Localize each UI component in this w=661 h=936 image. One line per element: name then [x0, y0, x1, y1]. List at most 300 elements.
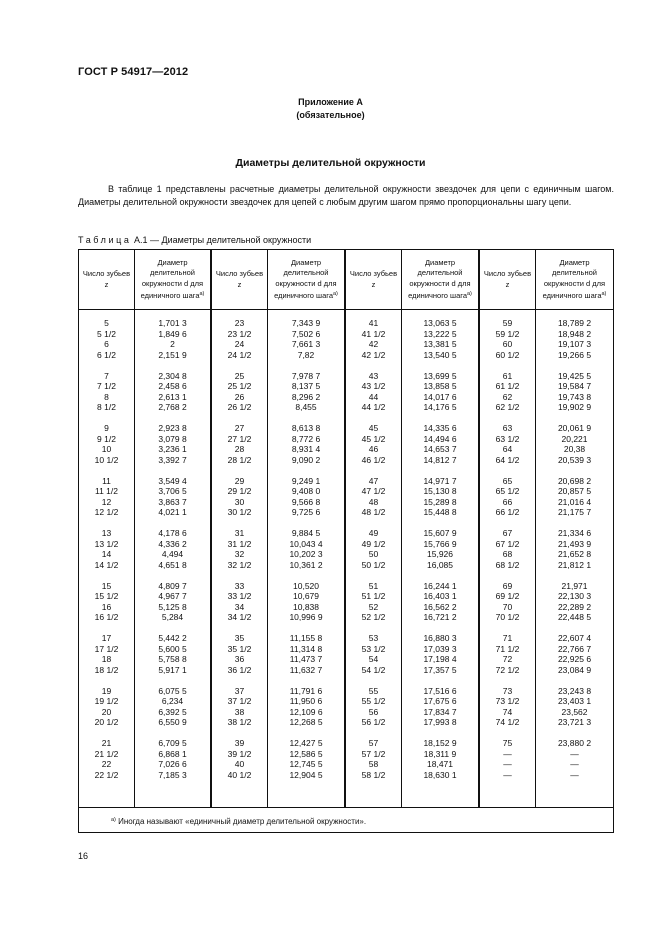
table-cell: 6 1/2 [97, 349, 116, 360]
group-gap [135, 360, 210, 371]
table-cell: 20,38 [563, 444, 586, 454]
table-cell: 14,494 6 [423, 433, 457, 444]
table-cell: 13,699 5 [423, 370, 457, 381]
group-gap [212, 518, 267, 529]
group-gap [346, 728, 401, 739]
group-gap [212, 728, 267, 739]
table-cell: 6,392 5 [158, 706, 187, 717]
table-cell: 13,858 5 [423, 381, 457, 391]
table-cell: 16 [101, 601, 112, 612]
table-cell: 21 [101, 738, 112, 748]
table-cell: 16,562 2 [423, 601, 457, 612]
table-cell: 2,923 8 [158, 423, 187, 433]
table-cell: 11,155 8 [289, 633, 323, 643]
table-cell: 36 [234, 654, 245, 664]
group-gap [346, 570, 401, 581]
group-gap [480, 518, 535, 529]
table-cell: 17,993 8 [423, 717, 457, 727]
group-gap [79, 623, 134, 634]
table-cell: 59 1/2 [495, 328, 520, 339]
group-gap [536, 360, 613, 371]
standard-code: ГОСТ Р 54917—2012 [78, 66, 189, 78]
table-cell: 51 [368, 580, 379, 591]
table-cell: 23,243 8 [557, 685, 592, 696]
group-gap [79, 465, 134, 476]
table-cell: 66 1/2 [495, 507, 520, 517]
table-cell: 71 [502, 633, 513, 643]
group-gap [346, 465, 401, 476]
group-gap [135, 413, 210, 424]
table-cell: 19,425 5 [557, 370, 592, 381]
group-gap [79, 675, 134, 686]
table-cell: 17,198 4 [423, 654, 457, 664]
table-cell: 14,335 6 [423, 423, 457, 433]
table-cell: 31 [234, 528, 245, 538]
group-gap [536, 570, 613, 581]
table-cell: 19,743 8 [557, 391, 592, 402]
table-cell: 8,931 4 [291, 444, 321, 454]
table-cell: 8 [104, 391, 109, 402]
table-cell: 23 1/2 [227, 328, 252, 339]
group-gap [402, 570, 478, 581]
group-gap [212, 623, 267, 634]
table-cell: 64 [502, 444, 513, 454]
header-teeth: Число зубьев z [82, 269, 131, 289]
table-cell: 49 [368, 528, 379, 538]
table-cell: 63 [502, 423, 513, 433]
table-cell: 22 1/2 [94, 769, 119, 780]
page-number: 16 [78, 851, 89, 861]
table-cell: 5,442 2 [158, 633, 187, 643]
table-cell: 17 1/2 [94, 643, 119, 654]
group-gap [268, 570, 344, 581]
table-cell: 61 [502, 370, 513, 381]
table-cell: 42 [368, 339, 379, 349]
table-cell: 16,880 3 [423, 633, 457, 643]
group-gap [480, 413, 535, 424]
table-cell: 1,701 3 [158, 318, 187, 328]
group-gap [480, 623, 535, 634]
table-cell: 31 1/2 [227, 538, 252, 549]
table-cell: 28 1/2 [227, 454, 252, 465]
table-cell: 3,079 8 [158, 433, 187, 444]
table-cell: 55 1/2 [361, 696, 386, 706]
table-cell: 13 1/2 [94, 538, 119, 549]
table-cell: 17,357 5 [423, 664, 457, 675]
table-cell: 11 1/2 [94, 486, 118, 496]
table-cell: 48 [368, 496, 379, 507]
group-gap [268, 465, 344, 476]
table-cell: 13,222 5 [423, 328, 457, 339]
table-cell: 18,152 9 [423, 738, 457, 748]
table-cell: 19,266 5 [557, 349, 592, 360]
table-cell: 15,926 [427, 549, 453, 559]
table-cell: 12,745 5 [289, 759, 323, 769]
table-cell: 44 [368, 391, 379, 402]
table-cell: 6,075 5 [158, 685, 187, 696]
table-cell: 36 1/2 [227, 664, 252, 675]
table-cell: 67 1/2 [495, 538, 520, 549]
table-cell: 29 [234, 475, 245, 486]
table-cell: 18 1/2 [94, 664, 119, 675]
table-footnote [111, 817, 366, 826]
table-cell: 64 1/2 [495, 454, 520, 465]
group-gap [135, 728, 210, 739]
group-gap [480, 728, 535, 739]
table-cell: 23,403 1 [557, 696, 592, 706]
group-gap [346, 518, 401, 529]
table-cell: 1,849 6 [158, 328, 187, 339]
group-gap [268, 728, 344, 739]
header-diameter: Диаметр делительной окружности d для единичного шага$^{а)}$ [542, 257, 607, 300]
table-cell: 3,236 1 [158, 444, 187, 454]
table-cell: 32 1/2 [227, 559, 252, 570]
section-heading: Диаметры делительной окружности [235, 157, 426, 169]
group-gap [135, 518, 210, 529]
table-cell: 18,630 1 [423, 769, 457, 780]
table-cell: 5 1/2 [97, 328, 116, 339]
table-cell: 47 1/2 [361, 486, 386, 496]
header-teeth: Число зубьев z [215, 269, 264, 289]
table-cell: 16,721 2 [423, 612, 457, 622]
table-cell: 10,679 [293, 591, 319, 601]
table-cell: 15 [101, 580, 112, 591]
table-cell: 24 1/2 [227, 349, 252, 360]
table-cell: 19,902 9 [557, 402, 592, 412]
table-cell: 6,709 5 [158, 738, 187, 748]
table-cell: 6,234 [161, 696, 184, 706]
table-cell: 15,448 8 [423, 507, 457, 517]
table-cell: 56 [368, 706, 379, 717]
table-cell: 15,130 8 [423, 486, 457, 496]
table-cell: 27 1/2 [227, 433, 252, 444]
table-cell: 41 1/2 [361, 328, 386, 339]
table-cell: 20 [101, 706, 112, 717]
table-cell: 15,766 9 [423, 538, 457, 549]
annex-title: Приложение А [298, 97, 363, 107]
group-gap [135, 623, 210, 634]
table-cell: 24 [234, 339, 245, 349]
table-cell: 37 1/2 [227, 696, 252, 706]
table-cell: 38 1/2 [227, 717, 252, 727]
table-cell: 8,296 2 [291, 391, 321, 402]
table-cell: 23,880 2 [557, 738, 592, 748]
header-rule [79, 309, 613, 310]
table-cell: 4,651 8 [158, 559, 187, 570]
table-cell: 2,151 9 [158, 349, 187, 360]
table-cell: 25 [234, 370, 245, 381]
table-cell: 58 1/2 [361, 769, 386, 780]
group-gap [402, 360, 478, 371]
table-cell: 22 [101, 759, 112, 769]
table-cell: 5,917 1 [158, 664, 187, 675]
table-cell: 17,516 6 [423, 685, 457, 696]
table-cell: 26 1/2 [227, 402, 252, 412]
table-cell: 18,311 9 [423, 748, 457, 759]
table-cell: 8,772 6 [291, 433, 321, 444]
diameter-column [268, 318, 344, 780]
table-cell: 15,289 8 [423, 496, 457, 507]
group-gap [268, 518, 344, 529]
table-cell: 20,539 3 [557, 454, 592, 465]
group-gap [402, 675, 478, 686]
table-cell: 20,857 5 [557, 486, 592, 496]
table-cell: 38 [234, 706, 245, 717]
table-cell: 72 [502, 654, 513, 664]
group-gap [536, 728, 613, 739]
table-cell: 40 1/2 [227, 769, 252, 780]
table-cell: 39 1/2 [227, 748, 252, 759]
table-cell: 13 [101, 528, 112, 538]
annex-block [0, 96, 661, 122]
table-cell: 65 1/2 [495, 486, 520, 496]
table-cell: 54 [368, 654, 379, 664]
table-cell: 14 [101, 549, 112, 559]
table-cell: 14 1/2 [94, 559, 119, 570]
table-cell: 12 1/2 [94, 507, 119, 517]
table-cell: 11,314 8 [289, 643, 323, 654]
table-cell: 6,868 1 [158, 748, 187, 759]
group-gap [79, 518, 134, 529]
table-cell: 23,084 9 [557, 664, 592, 675]
table-cell: 51 1/2 [361, 591, 386, 601]
table-cell: 9,725 6 [291, 507, 321, 517]
table-cell: 16,085 [427, 559, 453, 570]
table-cell: 35 [234, 633, 245, 643]
table-cell: 45 [368, 423, 379, 433]
table-cell: 15,607 9 [423, 528, 457, 538]
table-cell: — [503, 759, 512, 769]
table-cell: 19 [101, 685, 112, 696]
table-cell: 13,063 5 [423, 318, 457, 328]
table-cell: 9,249 1 [291, 475, 321, 486]
table-cell: 58 [368, 759, 379, 769]
table-cell: 39 [234, 738, 245, 748]
table-cell: 21,971 [561, 580, 588, 591]
group-gap [480, 360, 535, 371]
group-gap [536, 413, 613, 424]
table-cell: 71 1/2 [495, 643, 520, 654]
table-cell: 55 [368, 685, 379, 696]
table-cell: 14,812 7 [423, 454, 457, 465]
header-diameter: Диаметр делительной окружности d для единичного шага$^{а)}$ [274, 257, 338, 300]
table-cell: 35 1/2 [227, 643, 252, 654]
table-cell: — [570, 769, 579, 780]
table-cell: 6,550 9 [158, 717, 187, 727]
table-cell: 21,812 1 [557, 559, 592, 570]
table-cell: 8 1/2 [97, 402, 116, 412]
table-cell: 10,043 4 [289, 538, 323, 549]
group-gap [402, 728, 478, 739]
group-gap [480, 465, 535, 476]
table-cell: 40 [234, 759, 245, 769]
table-caption [78, 235, 311, 245]
table-cell: 17,834 7 [423, 706, 457, 717]
group-gap [212, 360, 267, 371]
table-cell: 2,304 8 [158, 370, 187, 381]
table-cell: 15 1/2 [94, 591, 119, 601]
table-cell: 14,017 6 [423, 391, 457, 402]
table-cell: 69 1/2 [495, 591, 520, 601]
table-cell: 53 [368, 633, 379, 643]
table-cell: 13,381 5 [423, 339, 457, 349]
table-cell: 7,661 3 [291, 339, 321, 349]
table-cell: 18 [101, 654, 112, 664]
table-cell: 12,904 5 [289, 769, 323, 780]
table-cell: 7 1/2 [97, 381, 116, 391]
table-cell: 48 1/2 [361, 507, 386, 517]
table-cell: 73 [502, 685, 513, 696]
table-cell: 2,613 1 [158, 391, 187, 402]
table-cell: 52 [368, 601, 379, 612]
table-cell: 9,884 5 [291, 528, 321, 538]
table-cell: 9,566 8 [291, 496, 321, 507]
group-gap [212, 413, 267, 424]
table-cell: 14,653 7 [423, 444, 457, 454]
table-cell: 5,284 [161, 612, 184, 622]
table-cell: 10,520 [293, 580, 319, 591]
table-cell: 42 1/2 [361, 349, 386, 360]
table-cell: 6 [104, 339, 109, 349]
table-cell: 57 1/2 [361, 748, 386, 759]
table-cell: 21,016 4 [557, 496, 592, 507]
table-cell: 19,584 7 [557, 381, 592, 391]
annex-status: (обязательное) [296, 110, 365, 120]
table-cell: 16,244 1 [423, 580, 457, 591]
group-gap [402, 413, 478, 424]
table-cell: 41 [368, 318, 379, 328]
table-cell: 56 1/2 [361, 717, 386, 727]
diameter-column [402, 318, 478, 780]
table-cell: 45 1/2 [361, 433, 386, 444]
group-gap [268, 623, 344, 634]
table-cell: 23 [234, 318, 245, 328]
table-cell: 7 [104, 370, 109, 381]
table-cell: 4,336 2 [158, 538, 187, 549]
table-cell: 22,289 2 [557, 601, 592, 612]
table-cell: 44 1/2 [361, 402, 386, 412]
table-cell: 10,996 9 [289, 612, 323, 622]
teeth-column [346, 318, 401, 780]
table-cell: 68 1/2 [495, 559, 520, 570]
table-cell: 20,221 [561, 433, 588, 444]
table-cell: 5,758 8 [158, 654, 187, 664]
group-gap [79, 570, 134, 581]
table-cell: 11,632 7 [289, 664, 323, 675]
table-cell: 3,549 4 [158, 475, 187, 486]
teeth-column [480, 318, 535, 780]
group-gap [480, 570, 535, 581]
table-cell: 14,176 5 [423, 402, 457, 412]
table-cell: 57 [368, 738, 379, 748]
table-cell: 2,458 6 [158, 381, 187, 391]
table-cell: 33 1/2 [227, 591, 252, 601]
group-gap [135, 675, 210, 686]
group-gap [402, 465, 478, 476]
table-caption-rest: А.1 — Диаметры делительной окружности [134, 235, 312, 245]
table-cell: 26 [234, 391, 245, 402]
table-cell: — [503, 769, 512, 780]
table-cell: 18,471 [427, 759, 453, 769]
table-cell: 4,967 7 [158, 591, 187, 601]
table-cell: 12 [101, 496, 112, 507]
table-cell: 9 1/2 [97, 433, 116, 444]
table-cell: 3,392 7 [158, 454, 187, 465]
table-cell: 17 [101, 633, 112, 643]
table-cell: 20 1/2 [94, 717, 119, 727]
group-gap [135, 570, 210, 581]
table-cell: 69 [502, 580, 513, 591]
table-cell: 65 [502, 475, 513, 486]
table-cell: 33 [234, 580, 245, 591]
group-gap [536, 465, 613, 476]
table-cell: 60 [502, 339, 513, 349]
table-cell: 11,950 6 [289, 696, 323, 706]
table-cell: 10 [101, 444, 112, 454]
table-cell: 75 [502, 738, 513, 748]
group-gap [212, 465, 267, 476]
table-cell: 5,600 5 [158, 643, 187, 654]
teeth-column [212, 318, 267, 780]
table-cell: 2 [170, 339, 175, 349]
table-cell: 22,607 4 [557, 633, 592, 643]
table-cell: 63 1/2 [495, 433, 520, 444]
table-cell: 28 [234, 444, 245, 454]
group-gap [402, 623, 478, 634]
group-gap [212, 675, 267, 686]
group-gap [536, 675, 613, 686]
table-cell: 11,791 6 [289, 685, 323, 696]
table-cell: 60 1/2 [495, 349, 520, 360]
table-cell: 19 1/2 [94, 696, 119, 706]
table-cell: 47 [368, 475, 379, 486]
table-cell: 30 1/2 [227, 507, 252, 517]
table-cell: 9,090 2 [291, 454, 321, 465]
table-cell: 12,427 5 [289, 738, 323, 748]
intro-paragraph: В таблице 1 представлены расчетные диаметры делительной окружности звездочек для цепи с единичным шагом. Диаметры делительной окружности звездочек для цепей с любым другим шагом прямо пропорциональны шагу цепи. [78, 184, 614, 207]
table-cell: 30 [234, 496, 245, 507]
table-cell: 17,039 3 [423, 643, 457, 654]
table-cell: 22,130 3 [557, 591, 592, 601]
table-cell: 20,698 2 [557, 475, 592, 486]
table-cell: 7,82 [297, 349, 315, 360]
table-cell: 27 [234, 423, 245, 433]
group-gap [268, 675, 344, 686]
table-cell: 12,586 5 [289, 748, 323, 759]
table-cell: 12,268 5 [289, 717, 323, 727]
group-gap [402, 518, 478, 529]
table-cell: 7,026 6 [158, 759, 187, 769]
table-cell: 66 [502, 496, 513, 507]
group-gap [346, 413, 401, 424]
table-cell: 16 1/2 [94, 612, 119, 622]
diameter-column [135, 318, 210, 780]
table-cell: 70 [502, 601, 513, 612]
table-cell: 8,137 5 [291, 381, 321, 391]
table-cell: — [503, 748, 512, 759]
footnote-text: Иногда называют «единичный диаметр делительной окружности». [118, 817, 367, 826]
table-cell: 43 [368, 370, 379, 381]
group-gap [536, 623, 613, 634]
table-cell: 50 [368, 549, 379, 559]
table-cell: 3,706 5 [158, 486, 187, 496]
table-cell: 23,562 [561, 706, 588, 717]
group-gap [135, 465, 210, 476]
table-cell: — [570, 748, 579, 759]
table-cell: 11 [102, 475, 111, 486]
table-cell: 67 [502, 528, 513, 538]
table-cell: 32 [234, 549, 245, 559]
